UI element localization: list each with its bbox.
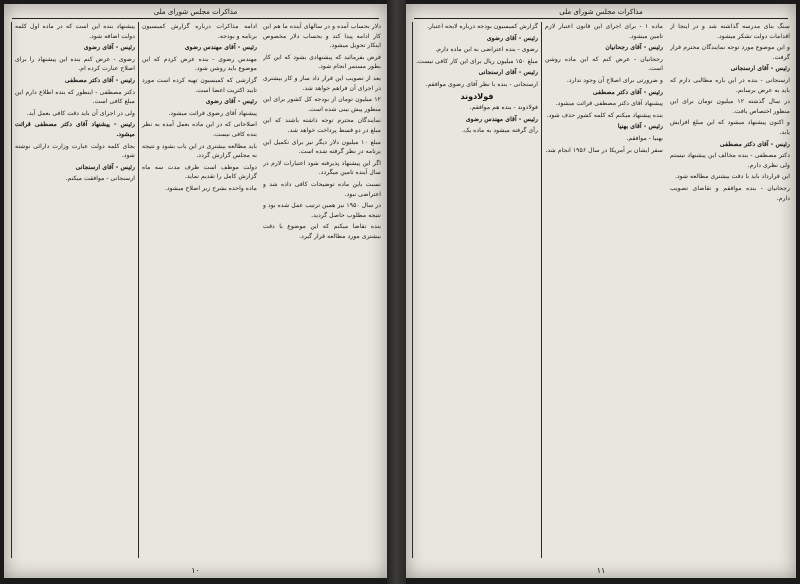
paragraph: رأی گرفته میشود به ماده یک. (461, 127, 538, 135)
paragraph: سفر ایشان بر آمریکا در سال ۱۹۵۶ انجام شد. (545, 146, 663, 154)
paragraph: و ضرورتی برای اصلاح آن وجود ندارد. (566, 76, 663, 84)
paragraph: اگر این پیشنهاد پذیرفته شود اعتبارات لازم در سال آینده تامین میگردد. (263, 159, 381, 177)
text-column (138, 22, 257, 558)
paragraph: بهنیا - موافقم. (626, 134, 663, 142)
page-number: ۱۱ (596, 566, 606, 575)
paragraph: باید مطالعه بیشتری در این باب بشود و نتیجه به مجلس گزارش گردد. (142, 142, 257, 160)
speaker-line: رئیس - آقای ارسنجانی (730, 65, 790, 73)
speaker-line: رئیس - آقای رضوی (486, 34, 538, 42)
paragraph: ولی در اجرای آن باید دقت کافی بعمل آید. (26, 109, 135, 117)
paragraph: ماده ۱ - برای اجرای این قانون اعتبار لازم تامین میشود. (545, 23, 663, 40)
paragraph: نسبت باین ماده توضیحات کافی داده شد و اعتراضی نبود. (263, 180, 381, 198)
paragraph: گزارش کمیسیون بودجه درباره لایحه اعتبار. (427, 23, 538, 30)
paragraph: در سال گذشته ۱۲ میلیون تومان برای این منظور اختصاص یافت. (670, 98, 790, 115)
paragraph: در سال ۱۹۵۰ نیز همین ترتیب عمل شده بود و نتیجه مطلوب حاصل گردید. (263, 202, 381, 219)
speaker-line: رئیس - آقای ارسنجانی (478, 69, 538, 77)
paragraph: رضوی - عرض کنم بنده این پیشنهاد را برای اصلاح عبارت کرده ام. (15, 55, 135, 73)
paragraph: فرض بفرمائید که پیشنهادی بشود که این کار بطور مستمر انجام شود. (263, 53, 381, 71)
paragraph: دکتر مصطفی - بنده مخالف این پیشنهاد نیستم ولی نظری دارم. (670, 152, 790, 169)
paragraph: پیشنهاد آقای رضوی قرائت میشود. (168, 109, 257, 117)
paragraph: و اکنون پیشنهاد میشود که این مبلغ افزایش یابد. (670, 119, 790, 136)
speaker-line: رئیس - آقای دکتر مصطفی (719, 140, 790, 148)
speaker-line: رئیس - آقای بهنیا (617, 123, 663, 131)
paragraph: ۱۲ میلیون تومان از بودجه کل کشور برای این منظور پیش بینی شده است. (263, 96, 381, 113)
paragraph: و این موضوع مورد توجه نمایندگان محترم قرار گرفت. (670, 44, 790, 61)
speaker-line: رئیس - آقای رضوی (83, 44, 135, 52)
speaker-line: رئیس - آقای مهندس رضوی (184, 44, 257, 52)
paragraph: پیشنهاد آقای دکتر مصطفی قرائت میشود. (555, 100, 663, 108)
text-column (412, 22, 538, 558)
speaker-line: رئیس - آقای مهندس رضوی (465, 115, 538, 123)
paragraph: دکتر مصطفی - اینطور که بنده اطلاع دارم این مبلغ کافی است. (15, 88, 135, 106)
paragraph: سنگ بنای مدرسه گذاشته شد و در اینجا از اقدامات دولت تشکر میشود. (670, 23, 790, 40)
paragraph: ادامه مذاکرات درباره گزارش کمیسیون برنامه و بودجه. (142, 23, 257, 40)
page-header: مذاکرات مجلس شورای ملی (414, 6, 788, 19)
paragraph: این قرارداد باید با دقت بیشتری مطالعه شود. (674, 173, 790, 181)
book-gutter (387, 0, 406, 584)
paragraph: مهندس رضوی - بنده عرض کردم که این موضوع باید روشن شود. (142, 55, 257, 73)
speaker-line: رئیس - آقای دکتر مصطفی (64, 76, 135, 84)
paragraph: ارسنجانی - موافقت میکنم. (65, 175, 135, 183)
paragraph: گزارشی که کمیسیون تهیه کرده است مورد تایید اکثریت اعضا است. (142, 76, 257, 94)
page-number: ۱۰ (191, 566, 200, 575)
paragraph: ماده واحده بشرح زیر اصلاح میشود. (164, 184, 257, 192)
text-column (11, 22, 135, 558)
paragraph: بعد از تصویب این قرار داد ساز و کار بیشتری در اجرای آن فراهم خواهد شد. (263, 74, 381, 92)
paragraph: ارسنجانی - بنده با نظر آقای رضوی موافقم. (425, 80, 538, 88)
page-header: مذاکرات مجلس شورای ملی (12, 6, 379, 19)
speaker-line: رئیس - آقای دکتر مصطفی (592, 88, 663, 96)
paragraph: رجحانیان - عرض کنم که این ماده روشن است. (545, 55, 663, 73)
speaker-line: رئیس - پیشنهاد آقای دکتر مصطفی قرائت میشود. (15, 121, 135, 138)
paragraph: فولادوند - بنده هم موافقم. (469, 104, 538, 112)
text-column (670, 22, 790, 558)
text-column (263, 22, 381, 558)
paragraph: پیشنهاد بنده این است که در ماده اول کلمه دولت اضافه شود. (15, 23, 135, 40)
paragraph: دولت موظف است ظرف مدت سه ماه گزارش کامل را تقدیم نماید. (142, 163, 257, 181)
right-page (406, 4, 796, 578)
speaker-line: رئیس - آقای رضوی (205, 98, 257, 106)
paragraph: بجای کلمه دولت عبارت وزارت دارائی نوشته شود. (15, 142, 135, 160)
paragraph: نمایندگان محترم توجه داشته باشند که این مبلغ در دو قسط پرداخت خواهد شد. (263, 117, 381, 134)
paragraph: بنده تقاضا میکنم که این موضوع با دقت بیشتری مورد مطالعه قرار گیرد. (263, 223, 381, 240)
paragraph: مبلغ ۱۰ میلیون دلار دیگر نیز برای تکمیل این برنامه در نظر گرفته شده است. (263, 138, 381, 156)
paragraph: رضوی - بنده اعتراضی به این ماده دارم. (435, 46, 538, 54)
speaker-line: رئیس - آقای ارسنجانی (75, 163, 135, 171)
text-column (541, 22, 663, 558)
section-heading: فولادوند (460, 91, 494, 101)
left-page (4, 4, 387, 578)
paragraph: مبلغ ۱۵۰ میلیون ریال برای این کار کافی نیست. (416, 57, 538, 65)
paragraph: دلار بحساب آمده و در سالهای آینده ما هم این کار ادامه پیدا کند و بحساب دلار مخصوص اینکار تحویل میشود. (263, 23, 381, 50)
paragraph: ارسنجانی - بنده در این باره مطالبی دارم که باید به عرض برسانم. (670, 76, 790, 94)
speaker-line: رئیس - آقای رجحانیان (605, 44, 663, 52)
paragraph: رجحانیان - بنده موافقم و تقاضای تصویب دارم. (670, 184, 790, 202)
paragraph: اصلاحاتی که در این ماده بعمل آمده به نظر بنده کافی نیست. (142, 121, 257, 138)
paragraph: بنده پیشنهاد میکنم که کلمه کشور حذف شود. (546, 111, 663, 119)
